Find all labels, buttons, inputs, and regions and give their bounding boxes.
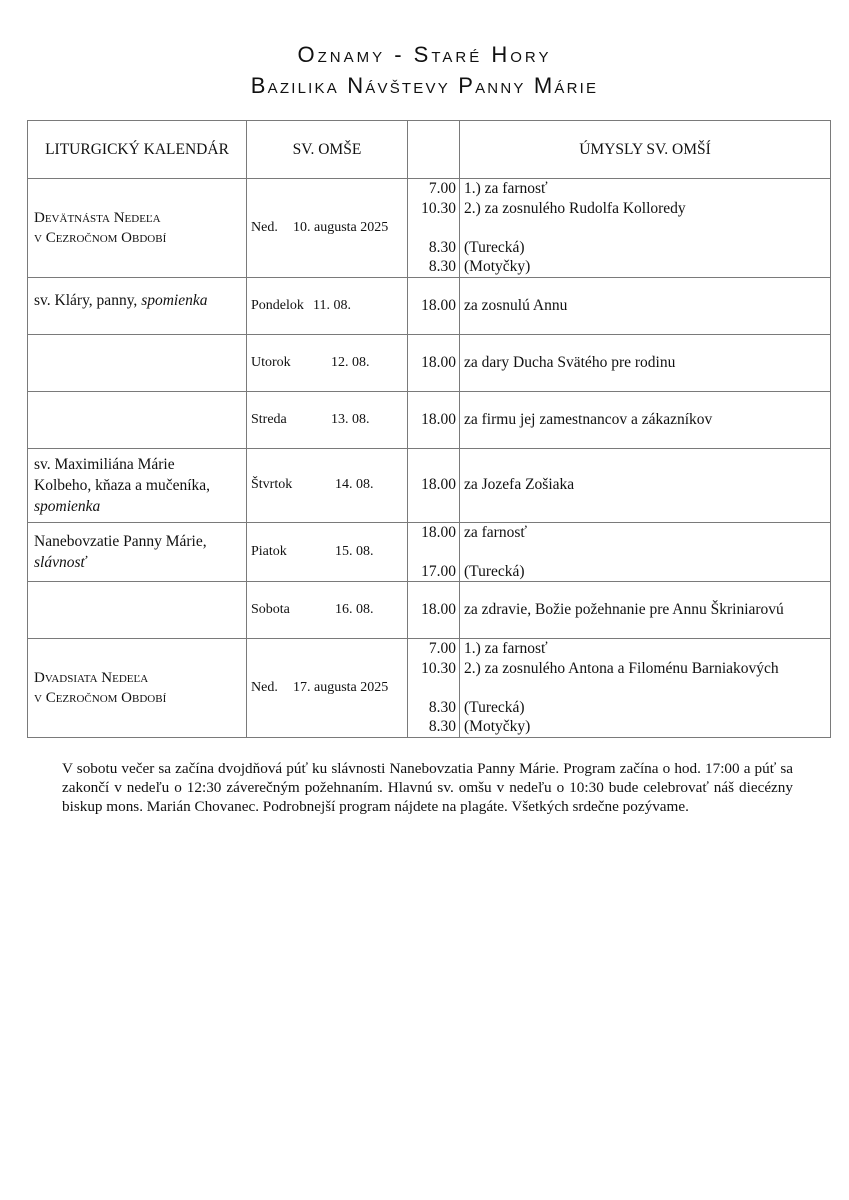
occasion-rank: slávnosť xyxy=(34,553,87,571)
time-cell xyxy=(408,277,460,334)
mass-time: 18.00 xyxy=(421,601,456,619)
time-cell xyxy=(408,391,460,448)
intention: 1.) za farnosť xyxy=(464,640,548,657)
intention: 2.) za zosnulého Rudolfa Kolloredy xyxy=(464,199,686,217)
date: 11. 08. xyxy=(313,297,351,313)
mass-time: 18.00 xyxy=(421,523,456,541)
day-cell xyxy=(247,277,408,334)
table-row xyxy=(28,277,831,334)
intention: za farnosť xyxy=(464,523,527,541)
occasion-cell xyxy=(28,179,247,278)
occasion-cell xyxy=(28,334,247,391)
day-name: Pondelok xyxy=(251,297,304,313)
occasion-line: Dvadsiata Nedeľa xyxy=(34,669,149,686)
date: 15. 08. xyxy=(335,543,374,559)
date: 10. augusta 2025 xyxy=(293,219,389,235)
intention: (Turecká) xyxy=(464,562,525,580)
day-cell xyxy=(247,391,408,448)
time-cell xyxy=(408,582,460,639)
date: 16. 08. xyxy=(335,602,374,617)
intention-cell xyxy=(460,334,831,391)
intention: (Motyčky) xyxy=(464,718,531,735)
day-name: Streda xyxy=(251,411,287,427)
day-name: Štvrtok xyxy=(251,477,293,492)
table-row xyxy=(28,448,831,522)
header-masses: SV. OMŠE xyxy=(247,121,408,179)
occasion-rank: spomienka xyxy=(34,497,101,515)
date: 17. augusta 2025 xyxy=(293,679,389,695)
occasion-line: v Cezročnom Období xyxy=(34,229,167,246)
header-time xyxy=(408,121,460,179)
intention-cell xyxy=(460,522,831,582)
intention: za firmu jej zamestnancov a zákazníkov xyxy=(464,410,713,428)
mass-time: 18.00 xyxy=(421,410,456,428)
mass-time: 18.00 xyxy=(421,476,456,494)
day-cell xyxy=(247,582,408,639)
occasion-line: Kolbeho, kňaza a mučeníka, xyxy=(34,476,211,494)
day-name: Sobota xyxy=(251,602,290,617)
table-row xyxy=(28,639,831,738)
intention-cell xyxy=(460,448,831,522)
time-cell xyxy=(408,522,460,582)
time-cell xyxy=(408,334,460,391)
occasion-cell xyxy=(28,639,247,738)
occasion-cell xyxy=(28,522,247,582)
day-cell xyxy=(247,448,408,522)
table-row xyxy=(28,391,831,448)
intention: (Turecká) xyxy=(464,698,525,716)
mass-time: 7.00 xyxy=(428,640,456,657)
table-row xyxy=(28,582,831,639)
day-cell xyxy=(247,522,408,582)
occasion-cell xyxy=(28,277,247,334)
intention: za Jozefa Zošiaka xyxy=(464,476,575,494)
intention: za zosnulú Annu xyxy=(464,296,568,314)
intention-cell xyxy=(460,639,831,738)
table-row xyxy=(28,334,831,391)
page-title: Oznamy - Staré Hory xyxy=(297,42,552,67)
intention-cell xyxy=(460,582,831,639)
mass-time: 10.30 xyxy=(421,199,456,217)
intention: 2.) za zosnulého Antona a Filoménu Barniakových xyxy=(464,659,779,677)
occasion-cell xyxy=(28,391,247,448)
intention: za zdravie, Božie požehnanie pre Annu Škriniarovú xyxy=(464,601,784,619)
page-subtitle: Bazilika Návštevy Panny Márie xyxy=(250,73,599,98)
date: 12. 08. xyxy=(331,354,370,370)
occasion-cell xyxy=(28,582,247,639)
mass-schedule-table xyxy=(27,120,831,738)
intention: (Motyčky) xyxy=(464,258,531,275)
intention-cell xyxy=(460,277,831,334)
day-cell xyxy=(247,639,408,738)
occasion-cell xyxy=(28,448,247,522)
intention: 1.) za farnosť xyxy=(464,180,548,197)
announcement-paragraph: V sobotu večer sa začína dvojdňová púť ku slávnosti Nanebovzatia Panny Márie. Program začína o hod. 17:00 a púť sa zakončí v nedeľu o 12:30 záverečným požehnaním. Hlavnú sv. omšu v nedeľu o 10:30 bude celebrovať náš diecézny biskup mons. Marián Chovanec. Podrobnejší program nájdete na plagáte. Všetkých srdečne pozývame. xyxy=(62,760,793,816)
occasion-line: Devätnásta Nedeľa xyxy=(34,209,161,226)
mass-time: 7.00 xyxy=(428,180,456,197)
day-name: Piatok xyxy=(251,543,287,559)
mass-time: 8.30 xyxy=(428,258,456,275)
occasion-line: Nanebovzatie Panny Márie, xyxy=(34,532,207,550)
day-name: Ned. xyxy=(251,219,278,235)
date: 14. 08. xyxy=(335,477,374,492)
table-row xyxy=(28,179,831,278)
occasion-line: sv. Maximiliána Márie xyxy=(34,455,175,473)
day-name: Utorok xyxy=(251,354,291,370)
header-liturgical-calendar: LITURGICKÝ KALENDÁR xyxy=(28,121,247,179)
header-intentions: ÚMYSLY SV. OMŠÍ xyxy=(460,121,831,179)
mass-time: 8.30 xyxy=(428,238,456,256)
intention-cell xyxy=(460,391,831,448)
mass-time: 8.30 xyxy=(428,718,456,735)
time-cell xyxy=(408,448,460,522)
day-cell xyxy=(247,334,408,391)
occasion-line: v Cezročnom Období xyxy=(34,689,167,706)
table-header-row xyxy=(28,121,831,179)
occasion-text: sv. Kláry, panny, xyxy=(34,291,142,309)
table-row xyxy=(28,522,831,582)
mass-time: 10.30 xyxy=(421,659,456,677)
intention: za dary Ducha Svätého pre rodinu xyxy=(464,353,676,371)
intention: (Turecká) xyxy=(464,238,525,256)
time-cell xyxy=(408,179,460,278)
mass-time: 8.30 xyxy=(428,698,456,716)
occasion-rank: spomienka xyxy=(141,291,208,309)
day-cell xyxy=(247,179,408,278)
mass-time: 18.00 xyxy=(421,296,456,314)
mass-time: 17.00 xyxy=(421,562,456,580)
day-name: Ned. xyxy=(251,679,278,695)
time-cell xyxy=(408,639,460,738)
date: 13. 08. xyxy=(331,411,370,427)
mass-time: 18.00 xyxy=(421,353,456,371)
intention-cell xyxy=(460,179,831,278)
